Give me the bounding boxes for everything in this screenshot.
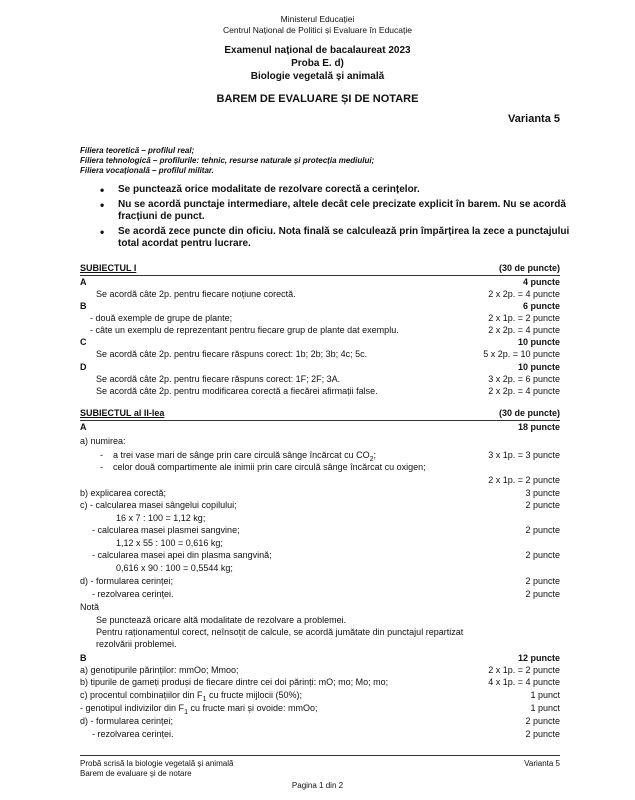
item-calc: 1 punct [530, 703, 560, 713]
section-title: SUBIECTUL al II-lea [80, 408, 165, 418]
item-label: B [80, 301, 87, 311]
footer-divider [80, 755, 560, 756]
grading-rules [100, 184, 570, 253]
item-text: 0,616 x 90 : 100 = 0,5544 kg; [116, 563, 233, 573]
item-calc: 1 punct [530, 690, 560, 700]
exam-title: Examenul național de bacalaureat 2023 [224, 45, 411, 56]
item-label: A [80, 277, 87, 287]
note-title: Notă [80, 602, 100, 612]
rule-item: • Se acordă zece puncte din oficiu. Nota finală se calculează prin împărțirea la zece a punctajului total acordat pentru lucrare. [100, 226, 570, 250]
divider [80, 275, 560, 276]
section-title: SUBIECTUL I [80, 263, 137, 273]
item-calc: 3 x 1p. = 3 puncte [488, 450, 560, 460]
page-number: Pagina 1 din 2 [291, 781, 344, 790]
item-calc: 2 puncte [525, 576, 560, 586]
filiera-line: Filiera vocațională – profilul militar. [80, 166, 214, 175]
filiera-line: Filiera teoretică – profilul real; [80, 146, 195, 155]
item-calc: 2 puncte [525, 589, 560, 599]
item-text: 1,12 x 55 : 100 = 0,616 kg; [116, 538, 223, 548]
item-text: Se acordă câte 2p. pentru fiecare răspuns corect: 1F; 2F; 3A. [96, 374, 341, 384]
item-text: a) genotipurile părinților: mmOo; Mmoo; [80, 665, 239, 675]
footer-right: Varianta 5 [524, 759, 560, 768]
subject-name: Biologie vegetală și animală [250, 71, 385, 82]
item-text: - genotipul indivizilor din $F_1$ cu fructe mari și ovoide: mmOo; [80, 703, 318, 716]
footer-left: Barem de evaluare și de notare [80, 769, 192, 778]
note-text: rezolvării problemei. [96, 639, 177, 649]
item-text: - rezolvarea cerinței. [92, 589, 174, 599]
item-text: 16 x 7 : 100 = 1,12 kg; [116, 513, 206, 523]
item-calc: 2 x 1p. = 2 puncte [488, 475, 560, 485]
item-calc: 3 x 2p. = 6 puncte [488, 374, 560, 384]
item-text: d) - formularea cerinței; [80, 716, 174, 726]
item-calc: 2 puncte [525, 716, 560, 726]
item-calc: 2 x 2p. = 4 puncte [488, 325, 560, 335]
proba-label: Proba E. d) [291, 58, 344, 69]
item-calc: 4 x 1p. = 4 puncte [488, 677, 560, 687]
item-text: b) explicarea corectă; [80, 488, 167, 498]
item-text: - a trei vase mari de sânge prin care circulă sânge încărcat cu $CO_2$; [100, 450, 377, 463]
item-calc: 2 puncte [525, 550, 560, 560]
note-text: Pentru raționamentul corect, neînsoțit de calcule, se acordă jumătate din punctajul repartizat [96, 627, 464, 637]
item-calc: 2 x 2p. = 4 puncte [488, 289, 560, 299]
item-calc: 2 puncte [525, 500, 560, 510]
item-points: 18 puncte [517, 422, 560, 432]
item-text: - calcularea masei plasmei sangvine; [92, 525, 240, 535]
item-calc: 2 x 2p. = 4 puncte [488, 386, 560, 396]
item-points: 10 puncte [517, 362, 560, 372]
ministry-name: Ministerul Educației [280, 14, 355, 24]
section-points: (30 de puncte) [498, 408, 560, 418]
item-calc: 2 x 1p. = 2 puncte [488, 313, 560, 323]
item-text: - celor două compartimente ale inimii prin care circulă sânge încărcat cu oxigen; [100, 462, 426, 472]
item-text: b) tipurile de gameți produși de fiecare dintre cei doi părinți: mO; mo; Mo; mo; [80, 677, 389, 687]
varianta-label: Varianta 5 [508, 113, 560, 125]
item-label: B [80, 653, 87, 663]
note-text: Se punctează oricare altă modalitate de rezolvare a problemei. [96, 615, 347, 625]
item-calc: 2 puncte [525, 729, 560, 739]
item-points: 6 puncte [522, 301, 560, 311]
item-text: Se acordă câte 2p. pentru modificarea corectă a fiecărei afirmații false. [96, 386, 378, 396]
item-text: - calcularea masei apei din plasma sangvină; [92, 550, 272, 560]
item-points: 12 puncte [517, 653, 560, 663]
item-label: C [80, 337, 87, 347]
center-name: Centrul Național de Politici și Evaluare în Educație [223, 25, 412, 35]
item-label: A [80, 422, 87, 432]
item-text: Se acordă câte 2p. pentru fiecare noțiune corectă. [96, 289, 296, 299]
item-text: c) - calcularea masei sângelui copilului; [80, 500, 237, 510]
barem-title: BAREM DE EVALUARE ȘI DE NOTARE [216, 93, 419, 105]
item-text: - două exemple de grupe de plante; [90, 313, 233, 323]
item-text: d) - formularea cerinței; [80, 576, 174, 586]
rule-item: • Se punctează orice modalitate de rezolvare corectă a cerințelor. [100, 184, 570, 196]
section-points: (30 de puncte) [498, 263, 560, 273]
item-calc: 5 x 2p. = 10 puncte [483, 349, 560, 359]
rule-item: • Nu se acordă punctaje intermediare, altele decât cele precizate explicit în barem. Nu se acordă fracțiuni de punct. [100, 199, 570, 223]
item-calc: 2 puncte [525, 525, 560, 535]
item-calc: 3 puncte [525, 488, 560, 498]
item-points: 4 puncte [522, 277, 560, 287]
item-calc: 2 x 1p. = 2 puncte [488, 665, 560, 675]
footer-left: Probă scrisă la biologie vegetală și animală [80, 759, 234, 768]
filiera-line: Filiera tehnologică – profilurile: tehnic, resurse naturale și protecția mediului; [80, 156, 375, 165]
item-text: Se acordă câte 2p. pentru fiecare răspuns corect: 1b; 2b; 3b; 4c; 5c. [96, 349, 368, 359]
item-text: c) procentul combinațiilor din $F_1$ cu fructe mijlocii (50%); [80, 690, 302, 703]
item-points: 10 puncte [517, 337, 560, 347]
item-text: - câte un exemplu de reprezentant pentru fiecare grup de plante dat exemplu. [90, 325, 399, 335]
item-text: a) numirea: [80, 436, 126, 446]
item-text: - rezolvarea cerinței. [92, 729, 174, 739]
item-label: D [80, 362, 87, 372]
divider [80, 420, 560, 421]
